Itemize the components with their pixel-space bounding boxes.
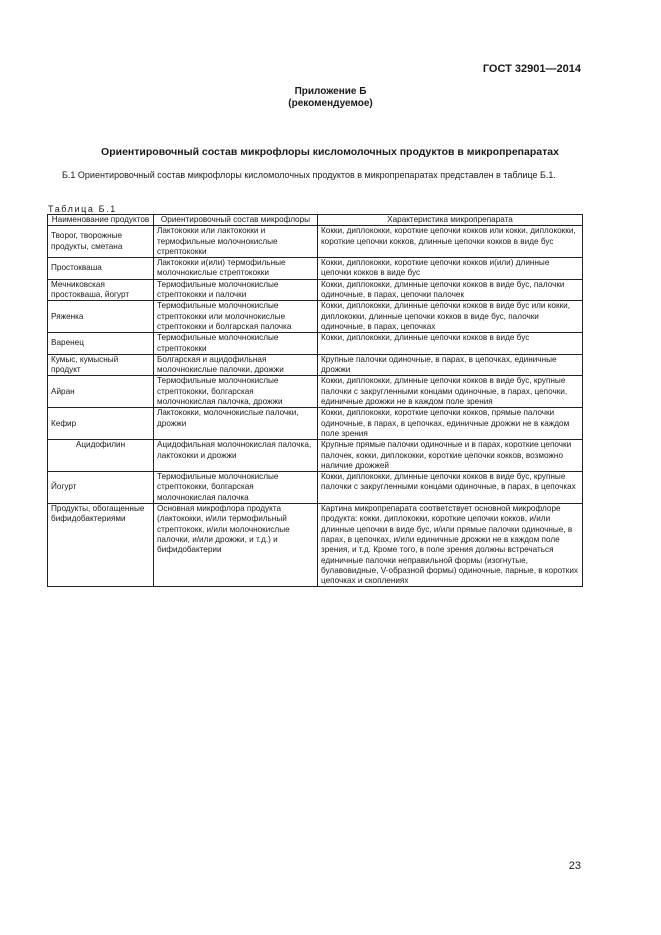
composition-cell: Лактококки, молочнокислые палочки, дрожжи bbox=[154, 408, 318, 440]
page-number: 23 bbox=[568, 860, 581, 872]
composition-cell: Термофильные молочнокислые стрептококки, болгарская молочнокислая палочка bbox=[154, 472, 318, 504]
appendix-title: Приложение Б bbox=[294, 86, 367, 97]
table-caption: Таблица Б.1 bbox=[48, 204, 117, 214]
table-row bbox=[48, 301, 583, 333]
product-cell: Простокваша bbox=[48, 258, 154, 280]
product-cell: Творог, творожные продукты, сметана bbox=[48, 226, 154, 258]
composition-cell: Основная микрофлора продукта (лактококки, и/или термофильный стрептококк, и/или молочнокислые палочки, и/или дрожжи, и т.д.) и бифидобактерии bbox=[154, 504, 318, 587]
product-cell: Йогурт bbox=[48, 472, 154, 504]
section-title: Ориентировочный состав микрофлоры кисломолочных продуктов в микропрепаратах bbox=[101, 146, 559, 158]
characteristic-cell: Кокки, диплококки, длинные цепочки кокков в виде бус, палочки одиночные, в парах, цепочки палочек bbox=[318, 279, 583, 301]
table-header-row bbox=[48, 215, 583, 226]
table-row bbox=[48, 333, 583, 355]
table-row bbox=[48, 354, 583, 376]
characteristic-cell: Кокки, диплококки, короткие цепочки кокков и(или) длинные цепочки кокков в виде бус bbox=[318, 258, 583, 280]
intro-paragraph: Б.1 Ориентировочный состав микрофлоры кисломолочных продуктов в микропрепаратах представлен в таблице Б.1. bbox=[62, 170, 556, 180]
product-cell: Варенец bbox=[48, 333, 154, 355]
table-row bbox=[48, 279, 583, 301]
composition-cell: Болгарская и ацидофильная молочнокислые палочки, дрожжи bbox=[154, 354, 318, 376]
composition-cell: Ацидофильная молочнокислая палочка, лактококки и дрожжи bbox=[154, 440, 318, 472]
characteristic-cell: Картина микропрепарата соответствует основной микрофлоре продукта: кокки, диплококки, короткие цепочки кокков, и/или длинные цепочки в виде бус, и/или прямые палочки одиночные, в парах, в цепочках, и/или единичные дрожжи не в каждом поле зрения, и т.д. Кроме того, в поле зрения должны встречаться единичные палочки неправильной формы (изогнутые, булавовидные, V-образной формы) одиночные, парные, в коротких цепочках и скоплениях bbox=[318, 504, 583, 587]
gost-code: ГОСТ 32901—2014 bbox=[482, 63, 581, 75]
characteristic-cell: Кокки, диплококки, длинные цепочки кокков в виде бус или кокки, диплококки, длинные цепочки кокков в виде бус, палочки одиночные, в парах, цепочках bbox=[318, 301, 583, 333]
product-cell: Мечниковская простокваша, йогурт bbox=[48, 279, 154, 301]
composition-cell: Термофильные молочнокислые стрептококки или молочнокислые стрептококки и болгарская палочка bbox=[154, 301, 318, 333]
column-header-characteristic: Характеристика микропрепарата bbox=[318, 215, 583, 226]
table-row bbox=[48, 440, 583, 472]
characteristic-cell: Кокки, диплококки, короткие цепочки кокков, прямые палочки одиночные, в парах, в цепочках, единичные дрожжи не в каждом поле зрения bbox=[318, 408, 583, 440]
table-row bbox=[48, 504, 583, 587]
table-row bbox=[48, 258, 583, 280]
appendix-heading bbox=[0, 86, 661, 110]
column-header-product: Наименование продуктов bbox=[48, 215, 154, 226]
composition-cell: Лактококки или лактококки и термофильные молочнокислые стрептококки bbox=[154, 226, 318, 258]
product-cell: Кефир bbox=[48, 408, 154, 440]
characteristic-cell: Кокки, диплококки, длинные цепочки кокков в виде бус bbox=[318, 333, 583, 355]
product-cell: Ряженка bbox=[48, 301, 154, 333]
characteristic-cell: Кокки, диплококки, длинные цепочки кокков в виде бус, крупные палочки с закругленными концами одиночные, в парах, цепочки, единичные дрожжи не в каждом поле зрения bbox=[318, 376, 583, 408]
table-row bbox=[48, 472, 583, 504]
table-row bbox=[48, 226, 583, 258]
appendix-subtitle: (рекомендуемое) bbox=[288, 98, 373, 109]
composition-cell: Лактококки и(или) термофильные молочнокислые стрептококки bbox=[154, 258, 318, 280]
product-cell: Продукты, обогащенные бифидобактериями bbox=[48, 504, 154, 587]
composition-cell: Термофильные молочнокислые стрептококки, болгарская молочнокислая палочка, дрожжи bbox=[154, 376, 318, 408]
product-cell: Кумыс, кумысный продукт bbox=[48, 354, 154, 376]
composition-cell: Термофильные молочнокислые стрептококки bbox=[154, 333, 318, 355]
microflora-table bbox=[47, 214, 583, 587]
table-row bbox=[48, 376, 583, 408]
characteristic-cell: Кокки, диплококки, длинные цепочки кокков в виде бус, крупные палочки с закругленными концами одиночные, в парах, в цепочках bbox=[318, 472, 583, 504]
product-cell: Айран bbox=[48, 376, 154, 408]
characteristic-cell: Крупные прямые палочки одиночные и в парах, короткие цепочки палочек, кокки, диплококки, короткие цепочки кокков, возможно наличие дрожжей bbox=[318, 440, 583, 472]
column-header-composition: Ориентировочный состав микрофлоры bbox=[154, 215, 318, 226]
product-cell: Ацидофилин bbox=[48, 440, 154, 472]
table-row bbox=[48, 408, 583, 440]
characteristic-cell: Кокки, диплококки, короткие цепочки кокков или кокки, диплококки, короткие цепочки кокков, длинные цепочки кокков в виде бус bbox=[318, 226, 583, 258]
composition-cell: Термофильные молочнокислые стрептококки и палочки bbox=[154, 279, 318, 301]
characteristic-cell: Крупные палочки одиночные, в парах, в цепочках, единичные дрожжи bbox=[318, 354, 583, 376]
